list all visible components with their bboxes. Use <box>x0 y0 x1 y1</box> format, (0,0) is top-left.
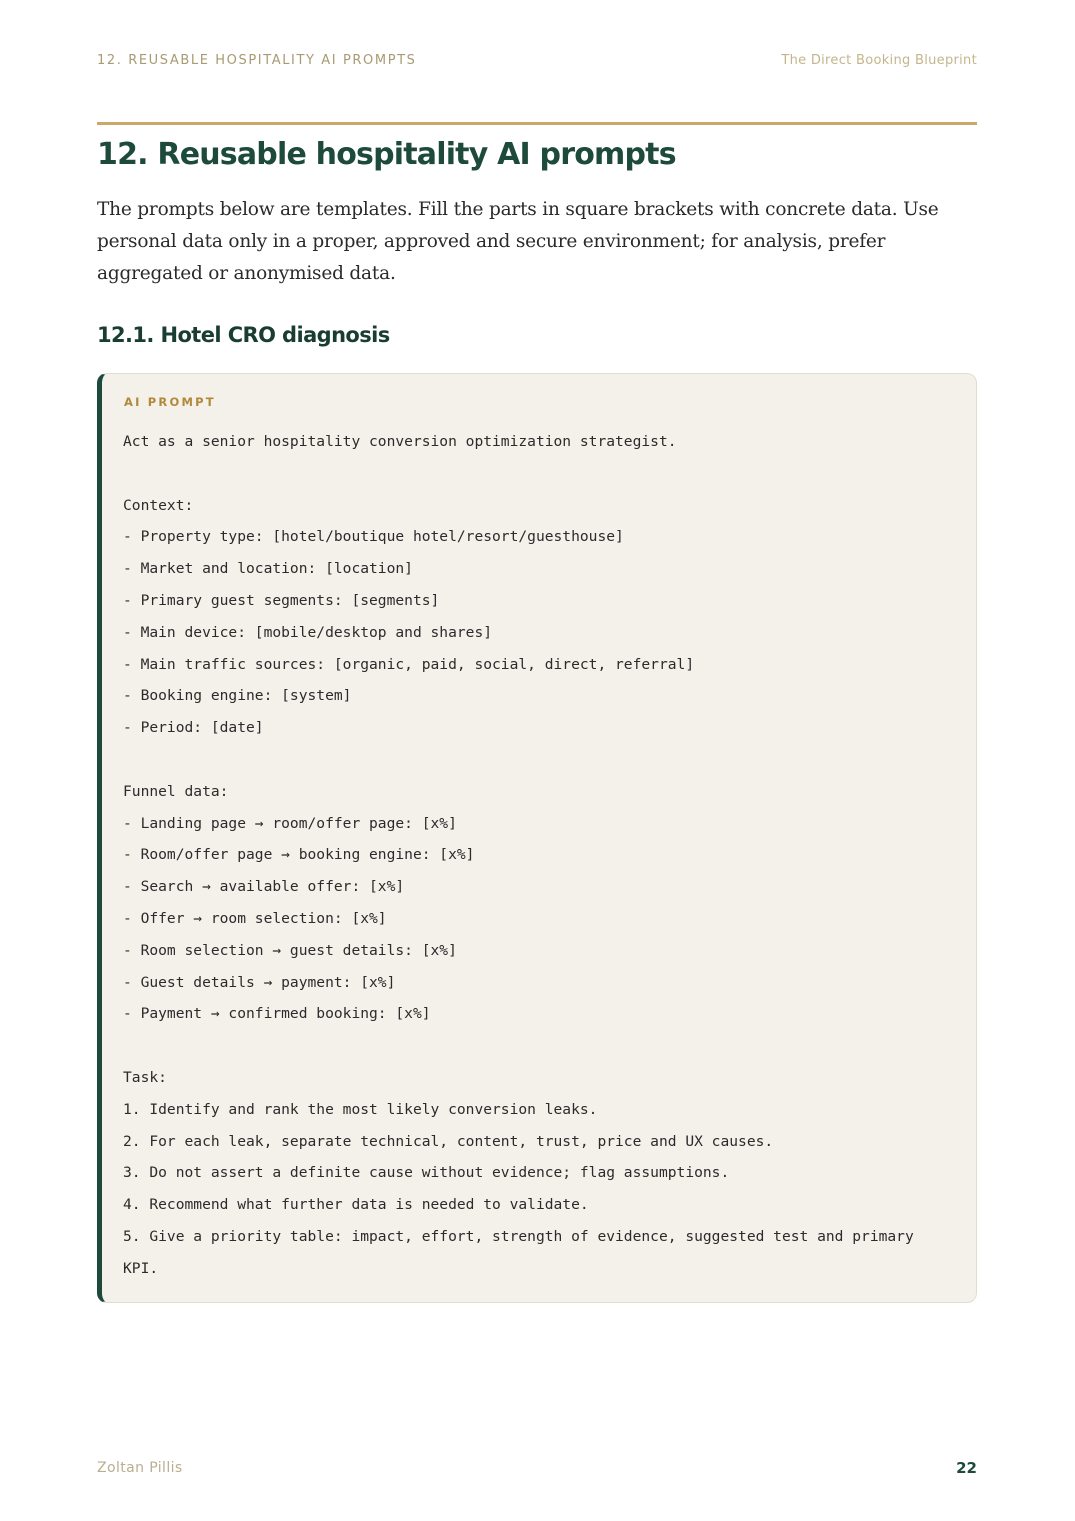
intro-paragraph: The prompts below are templates. Fill the parts in square brackets with concrete data. Use personal data only in a proper, approved and secure environment; for analysis, prefer aggregated or anonymised data. <box>97 199 939 284</box>
prompt-line <box>123 458 956 490</box>
prompt-line: - Main traffic sources: [organic, paid, social, direct, referral] <box>123 655 695 673</box>
prompt-line: 4. Recommend what further data is needed to validate. <box>123 1196 589 1214</box>
subsection-heading: 12.1. Hotel CRO diagnosis <box>97 323 390 347</box>
running-header <box>97 53 977 68</box>
prompt-line: - Main device: [mobile/desktop and shares] <box>123 623 493 641</box>
prompt-line: Context: <box>123 496 194 514</box>
prompt-box <box>97 373 977 1303</box>
running-header-section: 12. REUSABLE HOSPITALITY AI PROMPTS <box>97 53 417 68</box>
prompt-line: Act as a senior hospitality conversion optimization strategist. <box>123 433 677 450</box>
page-title: 12. Reusable hospitality AI prompts <box>97 137 676 172</box>
prompt-line: - Room selection → guest details: [x%] <box>123 941 457 959</box>
prompt-line: KPI. <box>123 1259 159 1277</box>
prompt-line: Funnel data: <box>123 782 229 800</box>
header-divider <box>97 122 977 125</box>
prompt-line: - Period: [date] <box>123 719 264 737</box>
prompt-line: 3. Do not assert a definite cause without evidence; flag assumptions. <box>123 1164 730 1182</box>
prompt-line: - Landing page → room/offer page: [x%] <box>123 814 457 832</box>
prompt-line: 1. Identify and rank the most likely conversion leaks. <box>123 1100 598 1118</box>
prompt-line: - Offer → room selection: [x%] <box>123 909 387 927</box>
page-number: 22 <box>956 1459 977 1477</box>
prompt-line: - Search → available offer: [x%] <box>123 878 405 896</box>
footer-author: Zoltan Pillis <box>97 1460 183 1476</box>
prompt-line: Task: <box>123 1068 167 1086</box>
prompt-line: - Booking engine: [system] <box>123 687 352 705</box>
prompt-line: - Primary guest segments: [segments] <box>123 591 440 609</box>
running-header-book-title: The Direct Booking Blueprint <box>781 53 977 68</box>
prompt-line <box>123 744 956 776</box>
prompt-line: - Payment → confirmed booking: [x%] <box>123 1005 431 1023</box>
prompt-line: 2. For each leak, separate technical, content, trust, price and UX causes. <box>123 1132 774 1150</box>
prompt-line: 5. Give a priority table: impact, effort, strength of evidence, suggested test and primary <box>123 1227 914 1245</box>
prompt-line: - Room/offer page → booking engine: [x%] <box>123 846 475 864</box>
prompt-line: - Property type: [hotel/boutique hotel/resort/guesthouse] <box>123 528 624 546</box>
prompt-line: - Market and location: [location] <box>123 560 413 578</box>
prompt-line: - Guest details → payment: [x%] <box>123 973 396 991</box>
prompt-line <box>123 1030 956 1062</box>
prompt-label: AI PROMPT <box>124 395 216 409</box>
prompt-text <box>123 426 956 1285</box>
